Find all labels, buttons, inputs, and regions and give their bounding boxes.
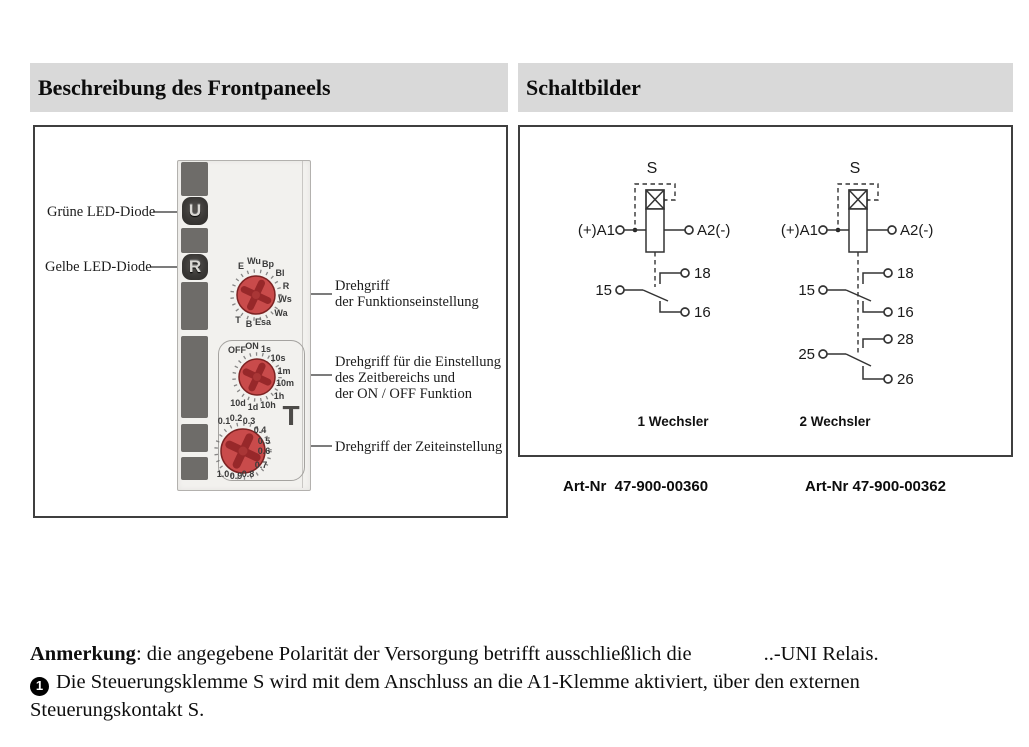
contact-28-label: 28: [897, 331, 914, 348]
function-dial-annotation: [335, 278, 479, 310]
range-dial-annotation-line2: des Zeitbereichs und: [335, 370, 455, 386]
contact-16-label: 16: [694, 304, 711, 321]
contact-18-label: 18: [694, 265, 711, 282]
contact-16-label: 16: [897, 304, 914, 321]
relay-coil: [849, 209, 867, 252]
note-line1-end: ..-UNI Relais.: [763, 643, 879, 665]
schaltbilder-figure-box: [518, 125, 1013, 457]
function-scale-label: T: [235, 315, 241, 325]
frontpanel-header-title: Beschreibung des Frontpaneels: [38, 74, 331, 100]
terminal-26: [884, 375, 892, 383]
numbered-bullet-icon: [30, 677, 49, 696]
diagram-2-caption: 2 Wechsler: [799, 414, 871, 429]
section-header-schaltbilder: [518, 63, 1013, 112]
range-scale-label: 10m: [275, 378, 295, 388]
note-line-1: [30, 640, 1015, 668]
bullet-digit: 1: [35, 678, 44, 693]
terminal-a2: [888, 226, 896, 234]
terminal-15: [819, 286, 827, 294]
diagram-1-caption: 1 Wechsler: [637, 414, 709, 429]
note-paragraph: [30, 640, 1015, 724]
terminal-a1: [616, 226, 624, 234]
panel-bar: [181, 424, 208, 452]
yellow-led: [182, 254, 208, 280]
terminal-a2: [685, 226, 693, 234]
green-led: [182, 197, 208, 225]
time-scale-label: 0.4: [253, 425, 267, 435]
contact-15-label: 15: [595, 282, 612, 299]
diagram-1-wechsler: [578, 160, 730, 429]
range-scale-label: 10d: [230, 398, 246, 408]
time-scale-label: 0.8: [241, 469, 255, 479]
function-dial-annotation-line1: Drehgriff: [335, 278, 390, 294]
terminal-28: [884, 335, 892, 343]
function-scale-label: Wa: [274, 308, 288, 318]
function-dial-annotation-line2: der Funktionseinstellung: [335, 294, 479, 310]
schaltbilder-header-title: Schaltbilder: [526, 74, 641, 100]
range-scale-label: 10h: [260, 400, 276, 410]
contact-25-label: 25: [798, 346, 815, 363]
a2-label: A2(-): [697, 222, 731, 239]
terminal-16: [681, 308, 689, 316]
range-scale-label: 1h: [273, 391, 285, 401]
panel-bar: [181, 162, 208, 196]
relay-coil: [646, 209, 664, 252]
range-scale-label: OFF: [228, 345, 246, 355]
yellow-led-letter: R: [188, 257, 202, 276]
terminal-a1: [819, 226, 827, 234]
time-scale-label: 0.5: [257, 436, 271, 446]
panel-bar: [181, 336, 208, 418]
artnr-1-wechsler: Art-Nr 47-900-00360: [563, 478, 709, 495]
time-scale-label: 0.1: [217, 416, 231, 426]
contact-26-label: 26: [897, 371, 914, 388]
panel-bar: [181, 457, 208, 480]
panel-bar: [181, 282, 208, 330]
function-scale-label: Esa: [254, 317, 272, 327]
function-scale-label: Wu: [247, 256, 261, 266]
function-scale-label: E: [237, 261, 245, 271]
terminal-16: [884, 308, 892, 316]
note-line1-text: : die angegebene Polarität der Versorgung betrifft ausschließlich die: [135, 643, 692, 665]
contact-18-label: 18: [897, 265, 914, 282]
a2-label: A2(-): [900, 222, 934, 239]
function-scale-label: B: [245, 319, 253, 329]
note-line-3: Steuerungskontakt S.: [30, 699, 205, 721]
yellow-led-annotation: Gelbe LED-Diode: [45, 259, 152, 275]
panel-bar: [181, 228, 208, 253]
function-scale-label: R: [282, 281, 290, 291]
frontpanel-figure-box: [33, 125, 508, 518]
note-line-2: [30, 668, 1015, 696]
diagram-2-wechsler: [781, 160, 933, 429]
artnr-2-wechsler: Art-Nr 47-900-00362: [805, 478, 946, 495]
green-led-letter: U: [188, 201, 202, 220]
terminal-18: [681, 269, 689, 277]
terminal-25: [819, 350, 827, 358]
range-dial-annotation-line1: Drehgriff für die Einstellung: [335, 354, 502, 370]
time-scale-label: 0.2: [229, 413, 243, 423]
range-scale-label: 1s: [260, 344, 272, 354]
terminal-15: [616, 286, 624, 294]
control-input-s-label: S: [849, 160, 861, 177]
range-scale-label: 10s: [270, 353, 286, 363]
t-marker: T: [282, 400, 300, 431]
function-scale-label: Bp: [262, 259, 274, 269]
time-scale-label: 0.7: [254, 460, 268, 470]
range-scale-label: 1d: [247, 402, 259, 412]
function-scale-label: Bl: [275, 268, 285, 278]
circuit-diagrams: [520, 127, 1011, 455]
range-dial-annotation: [335, 354, 501, 402]
terminal-18: [884, 269, 892, 277]
note-bold-prefix: Anmerkung: [30, 643, 136, 665]
time-scale-label: 0.3: [242, 416, 256, 426]
time-scale-label: 1.0: [216, 469, 230, 479]
range-dial-annotation-line3: der ON / OFF Funktion: [335, 386, 472, 402]
time-scale-label: 0.6: [257, 446, 271, 456]
control-input-s-label: S: [646, 160, 658, 177]
function-scale-label: Ws: [278, 294, 292, 304]
note-line2-text: Die Steuerungsklemme S wird mit dem Anschluss an die A1-Klemme aktiviert, über den externen: [56, 671, 860, 693]
range-scale-label: ON: [245, 341, 259, 351]
a1-label: (+)A1: [577, 222, 615, 239]
time-scale-label: 0.9: [229, 471, 243, 481]
a1-label: (+)A1: [780, 222, 818, 239]
green-led-annotation: Grüne LED-Diode: [47, 204, 156, 220]
time-dial-annotation: Drehgriff der Zeiteinstellung: [335, 439, 503, 455]
section-header-frontpanel: [30, 63, 508, 112]
range-scale-label: 1m: [277, 366, 291, 376]
contact-15-label: 15: [798, 282, 815, 299]
